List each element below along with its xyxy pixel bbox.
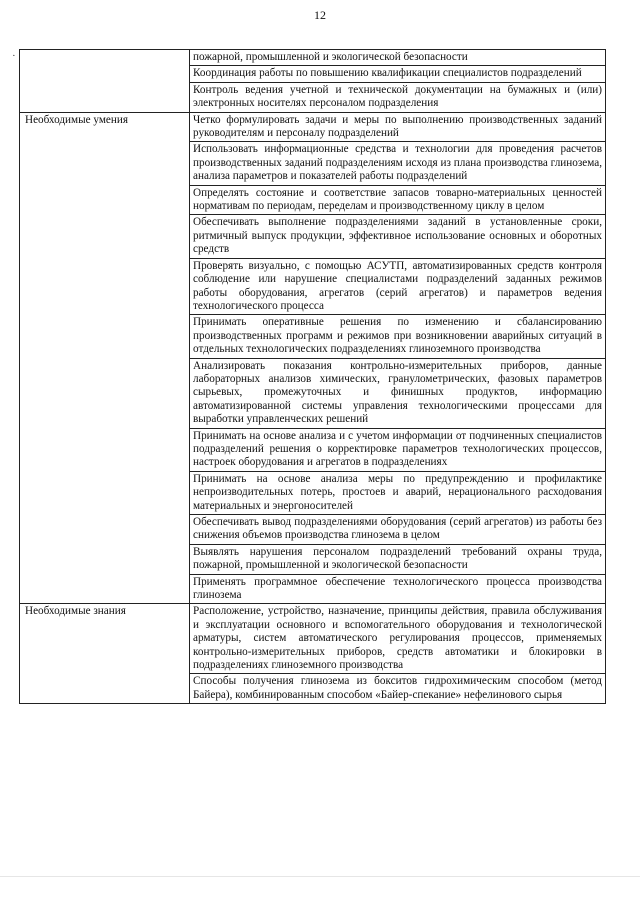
content-cell: Проверять визуально, с помощью АСУТП, автоматизированных средств контроля соблюдение или нарушение специалистами подразделений заданных режимов работы оборудования, агрегатов (серий агрегатов) и параметров ведения технологического процесса xyxy=(190,258,606,315)
page-number: 12 xyxy=(314,8,326,22)
section-label-skills: Необходимые умения xyxy=(20,112,190,604)
content-cell: Определять состояние и соответствие запасов товарно-материальных ценностей нормативам по периодам, переделам и производственному циклу в целом xyxy=(190,185,606,215)
content-cell: Выявлять нарушения персоналом подразделений требований охраны труда, пожарной, промышленной и экологической безопасности xyxy=(190,544,606,574)
label-cell xyxy=(20,50,190,113)
page-bottom-edge xyxy=(0,876,640,877)
content-cell: Использовать информационные средства и технологии для проведения расчетов производственных заданий подразделениям исходя из плана производства глинозема, анализа параметров и показателей работы подразделений xyxy=(190,142,606,185)
content-cell: Обеспечивать вывод подразделениями оборудования (серий агрегатов) из работы без снижения объемов производства глинозема в целом xyxy=(190,515,606,545)
table-row xyxy=(20,604,606,674)
content-cell: Анализировать показания контрольно-измерительных приборов, данные лабораторных анализов химических, гранулометрических, фазовых параметров сырьевых, промежуточных и финишных продуктов, информацию автоматизированной системы управления технологическими процессами для выработки управленческих решений xyxy=(190,358,606,428)
content-cell: Контроль ведения учетной и технической документации на бумажных и (или) электронных носителях персоналом подразделения xyxy=(190,82,606,112)
table-row xyxy=(20,50,606,66)
table-row xyxy=(20,112,606,142)
content-cell: Применять программное обеспечение технологического процесса производства глинозема xyxy=(190,574,606,604)
content-cell: Координация работы по повышению квалификации специалистов подразделений xyxy=(190,66,606,82)
content-cell: Принимать оперативные решения по изменению и сбалансированию производственных программ и режимов при возникновении аварийных ситуаций в отдельных технологических подразделениях глиноземного производства xyxy=(190,315,606,358)
content-cell: Четко формулировать задачи и меры по выполнению производственных заданий руководителям и персоналу подразделений xyxy=(190,112,606,142)
content-cell: Обеспечивать выполнение подразделениями заданий в установленные сроки, ритмичный выпуск продукции, эффективное использование основных и оборотных средств xyxy=(190,215,606,258)
content-cell: Принимать на основе анализа меры по предупреждению и профилактике непроизводительных потерь, простоев и аварий, нерационального расходования материальных и энергоносителей xyxy=(190,471,606,514)
qualification-table xyxy=(19,49,606,704)
margin-mark: · xyxy=(12,50,16,62)
content-cell: Расположение, устройство, назначение, принципы действия, правила обслуживания и эксплуатации основного и вспомогательного оборудования и технологической арматуры, систем автоматического регулирования процессов, применяемых контрольно-измерительных приборов, средств автоматики и блокировки в подразделениях глиноземного производства xyxy=(190,604,606,674)
content-cell: Способы получения глинозема из бокситов гидрохимическим способом (метод Байера), комбинированным способом «Байер-спекание» нефелинового сырья xyxy=(190,674,606,704)
content-cell: пожарной, промышленной и экологической безопасности xyxy=(190,50,606,66)
section-label-knowledge: Необходимые знания xyxy=(20,604,190,704)
content-cell: Принимать на основе анализа и с учетом информации от подчиненных специалистов подразделений решения о корректировке параметров технологических процессов, настроек оборудования и агрегатов в подразделениях xyxy=(190,428,606,471)
